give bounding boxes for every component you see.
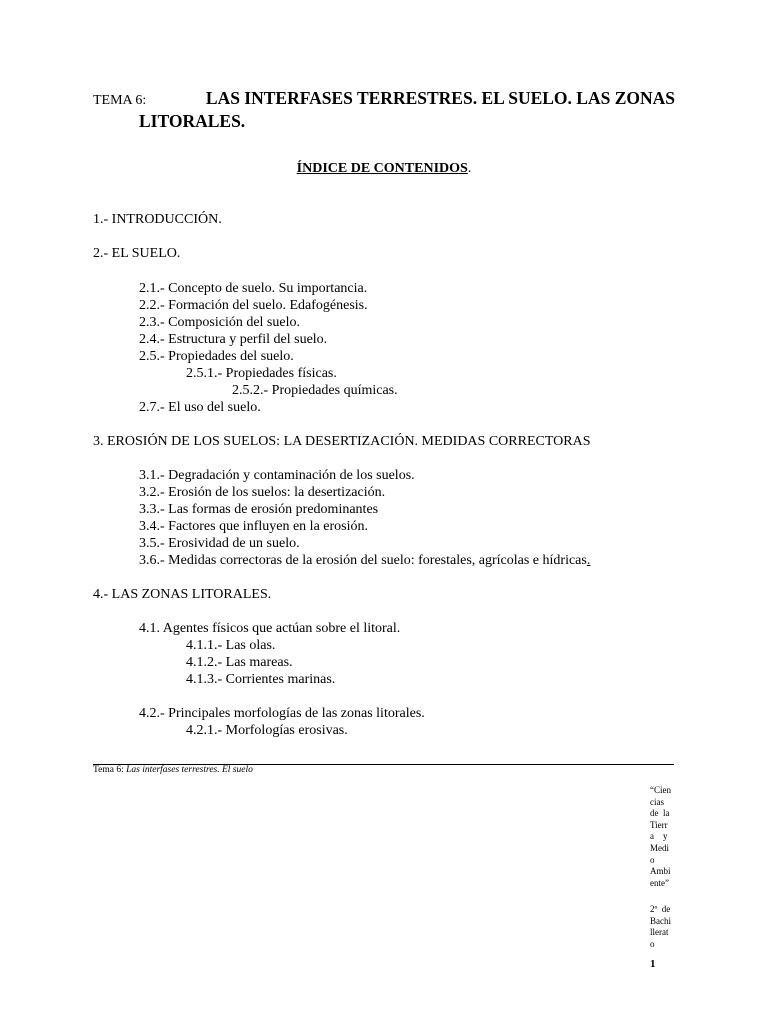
toc-item: 4.- LAS ZONAS LITORALES. <box>93 587 272 602</box>
toc-item: 4.1.3.- Corrientes marinas. <box>186 672 336 687</box>
side-note-line: a y <box>650 831 668 842</box>
toc-item: 1.- INTRODUCCIÓN. <box>93 212 222 227</box>
toc-item: 3.2.- Erosión de los suelos: la desertización. <box>139 485 386 500</box>
toc-item: 2.5.- Propiedades del suelo. <box>139 349 294 364</box>
toc-item: 3.6.- Medidas correctoras de la erosión del suelo: forestales, agrícolas e hídricas. <box>139 553 591 568</box>
side-note-line: cias <box>650 796 664 807</box>
page-number: 1 <box>650 958 656 970</box>
toc-item: 3.5.- Erosividad de un suelo. <box>139 536 300 551</box>
toc-item: 3.4.- Factores que influyen en la erosión. <box>139 519 368 534</box>
toc-item: 4.1. Agentes físicos que actúan sobre el litoral. <box>139 621 401 636</box>
toc-item: 2.- EL SUELO. <box>93 246 181 261</box>
side-note-line: Ambi <box>650 866 671 877</box>
toc-item: 2.3.- Composición del suelo. <box>139 315 300 330</box>
side-note-line: Medi <box>650 842 669 853</box>
toc-item: 3. EROSIÓN DE LOS SUELOS: LA DESERTIZACIÓN. MEDIDAS CORRECTORAS <box>93 434 591 449</box>
toc-item: 2.2.- Formación del suelo. Edafogénesis. <box>139 298 368 313</box>
toc-item: 2.5.1.- Propiedades físicas. <box>186 366 337 381</box>
toc-item: 4.1.1.- Las olas. <box>186 638 276 653</box>
side-note-course <box>650 904 676 950</box>
side-note-subject <box>650 785 676 889</box>
document-title <box>93 88 675 131</box>
toc-item: 4.1.2.- Las mareas. <box>186 655 293 670</box>
title-prefix: TEMA 6: <box>93 93 147 108</box>
toc-item: 2.7.- El uso del suelo. <box>139 400 261 415</box>
index-heading <box>0 161 768 177</box>
toc-item: 2.4.- Estructura y perfil del suelo. <box>139 332 328 347</box>
side-note-line: Tierr <box>650 819 668 830</box>
toc-item: 3.3.- Las formas de erosión predominantes <box>139 502 379 517</box>
index-heading-text: ÍNDICE DE CONTENIDOS <box>296 161 468 176</box>
side-note-line: llerat <box>650 927 669 938</box>
footer-italic: Las interfases terrestres. El suelo <box>126 765 253 775</box>
side-note-line: o <box>650 854 655 865</box>
toc-item: 3.1.- Degradación y contaminación de los suelos. <box>139 468 415 483</box>
side-note-line: “Cien <box>650 785 671 795</box>
side-note-line: ente” <box>650 877 669 888</box>
toc-item-suffix: . <box>586 553 591 568</box>
index-heading-suffix: . <box>467 161 472 176</box>
title-line-2: LITORALES. <box>139 111 246 131</box>
toc-item: 4.2.- Principales morfologías de las zonas litorales. <box>139 706 425 721</box>
title-line-1: LAS INTERFASES TERRESTRES. EL SUELO. LAS ZONAS <box>205 88 675 108</box>
side-note-line: o <box>650 938 655 949</box>
footer-text <box>93 765 253 775</box>
side-note-line: de la <box>650 808 670 819</box>
footer-prefix: Tema 6: <box>93 765 124 775</box>
toc-item: 2.5.2.- Propiedades químicas. <box>232 383 398 398</box>
side-note-line: Bachi <box>650 915 671 926</box>
toc-item: 4.2.1.- Morfologías erosivas. <box>186 723 348 738</box>
toc-item: 2.1.- Concepto de suelo. Su importancia. <box>139 281 368 296</box>
side-note-line: 2º de <box>650 904 671 914</box>
